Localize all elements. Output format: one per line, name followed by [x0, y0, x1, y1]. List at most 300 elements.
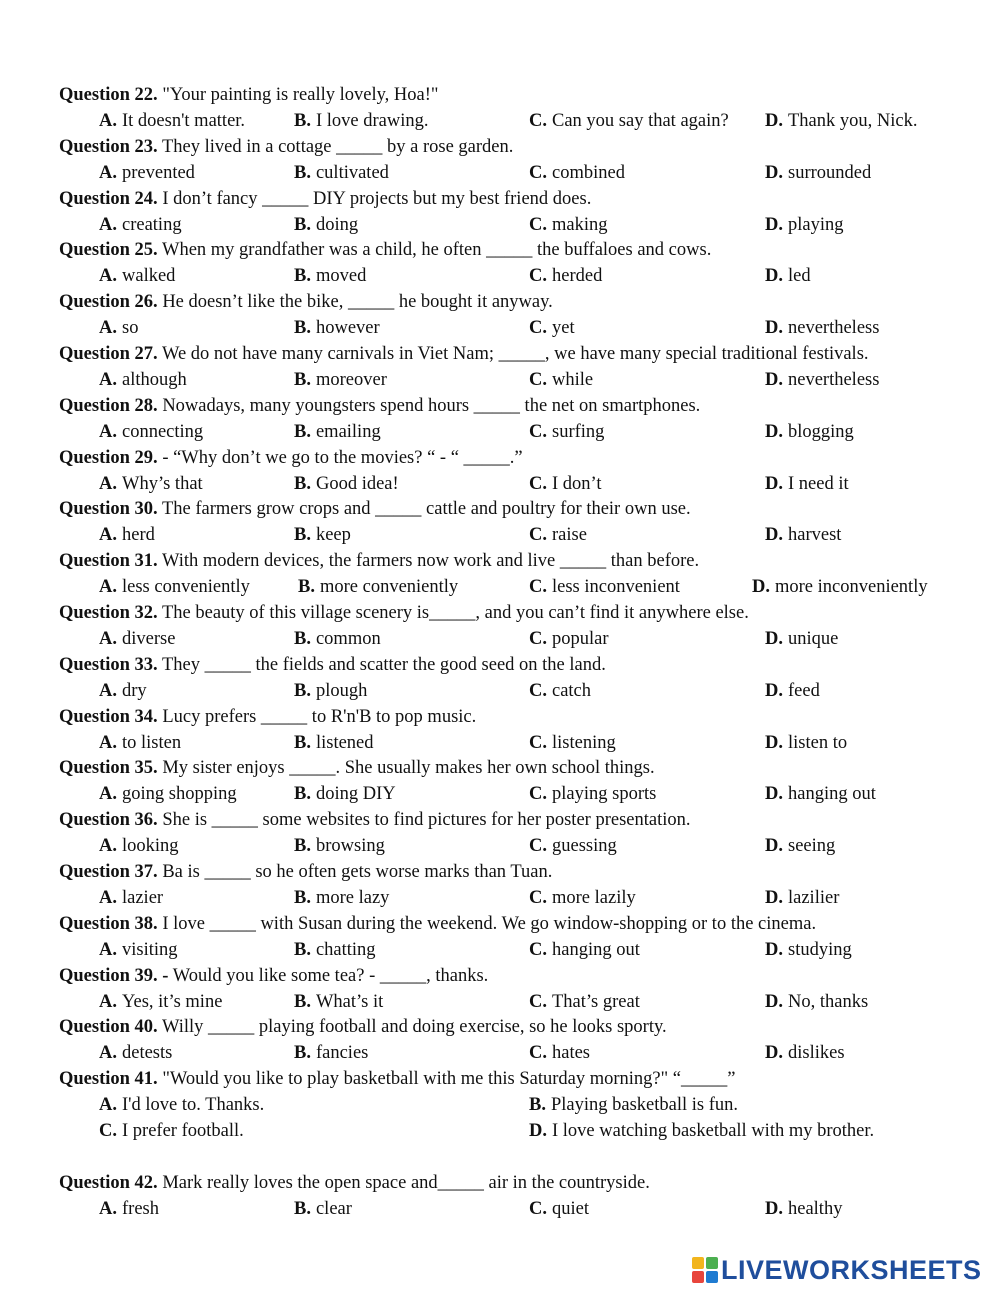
option-text: fresh [122, 1198, 159, 1219]
question-31 [0, 550, 1000, 602]
option-letter: C. [529, 629, 547, 649]
option-text: more inconveniently [775, 577, 928, 598]
option-b [294, 1042, 368, 1064]
logo-mark-cell [706, 1271, 718, 1283]
option-letter: A. [99, 318, 117, 339]
option-letter: B. [294, 1043, 311, 1064]
option-letter: D. [765, 1198, 783, 1219]
question-stem [59, 965, 488, 987]
option-text: raise [552, 525, 587, 546]
question-label: Question 38. [59, 913, 158, 934]
option-b [294, 265, 366, 287]
option-text: herded [552, 266, 603, 287]
option-letter: D. [765, 214, 783, 235]
option-text: walked [122, 266, 176, 287]
question-stem [59, 188, 591, 210]
question-30 [0, 498, 1000, 550]
option-b [294, 317, 380, 339]
liveworksheets-logo [692, 1254, 982, 1286]
option-a [99, 265, 175, 287]
option-text: so [122, 318, 139, 339]
question-text: Mark really loves the open space and_____ air in the countryside. [162, 1172, 650, 1193]
question-41 [0, 1068, 1000, 1146]
question-label: Question 24. [59, 188, 158, 209]
option-letter: B. [294, 214, 311, 235]
question-38 [0, 913, 1000, 965]
question-stem [59, 447, 523, 469]
option-text: listen to [788, 732, 848, 753]
question-label: Question 25. [59, 240, 158, 261]
option-text: quiet [552, 1198, 589, 1219]
question-label: Question 26. [59, 292, 158, 313]
option-letter: B. [294, 836, 311, 857]
option-text: detests [122, 1043, 173, 1064]
option-d [765, 162, 871, 184]
option-letter: C. [529, 1043, 547, 1064]
option-letter: A. [99, 421, 117, 442]
question-34 [0, 706, 1000, 758]
question-text: Would you like some tea? - _____, thanks. [172, 965, 489, 986]
option-c [529, 110, 729, 132]
option-text: playing [788, 214, 844, 235]
option-c [529, 1198, 589, 1220]
option-a [99, 1198, 159, 1220]
question-text: Ba is _____ so he often gets worse marks than Tuan. [162, 862, 553, 882]
option-text: moreover [315, 370, 387, 390]
option-letter: A. [99, 473, 117, 494]
question-text: I don’t fancy _____ DIY projects but my best friend does. [162, 188, 592, 209]
option-letter: B. [294, 421, 311, 442]
option-text: I need it [788, 473, 849, 494]
option-letter: D. [752, 577, 770, 598]
option-letter: A. [99, 732, 117, 753]
option-letter: C. [529, 162, 547, 183]
option-text: creating [122, 214, 182, 235]
question-text: They _____ the fields and scatter the good seed on the land. [161, 654, 606, 675]
option-a [99, 162, 195, 184]
question-23 [0, 136, 1000, 188]
option-letter: D. [765, 680, 783, 701]
option-a [99, 939, 178, 961]
option-text: unique [788, 629, 839, 649]
option-c [529, 265, 602, 287]
option-b [294, 939, 376, 961]
option-text: plough [315, 680, 368, 701]
option-text: nevertheless [788, 370, 880, 390]
option-text: more lazily [552, 888, 636, 908]
option-b [294, 214, 358, 236]
question-label: Question 34. [59, 706, 158, 727]
option-letter: C. [529, 318, 547, 339]
option-letter: C. [529, 836, 547, 857]
question-text: "Your painting is really lovely, Hoa!" [162, 85, 439, 105]
logo-mark-cell [706, 1257, 718, 1269]
option-text: I love watching basketball with my brother. [552, 1121, 875, 1142]
question-24 [0, 188, 1000, 240]
option-letter: C. [529, 732, 547, 753]
option-text: healthy [788, 1198, 843, 1219]
option-letter: C. [529, 473, 547, 494]
option-text: playing sports [552, 784, 657, 805]
question-36 [0, 809, 1000, 861]
option-d [765, 421, 854, 443]
option-letter: B. [294, 111, 311, 131]
option-letter: B. [294, 680, 311, 701]
option-text: emailing [315, 421, 381, 442]
question-text: He doesn’t like the bike, _____ he bought it anyway. [162, 292, 553, 313]
option-b [294, 835, 385, 857]
option-letter: D. [765, 629, 783, 649]
question-37 [0, 861, 1000, 913]
option-text: herd [122, 525, 155, 546]
option-letter: D. [765, 836, 783, 857]
option-c [529, 576, 680, 598]
question-text: Lucy prefers _____ to R'n'B to pop music. [162, 706, 477, 727]
option-text: common [315, 629, 381, 649]
option-c [529, 732, 616, 754]
option-c [529, 991, 640, 1013]
option-letter: B. [294, 162, 311, 183]
option-text: diverse [122, 629, 176, 649]
question-text: We do not have many carnivals in Viet Nam; _____, we have many special traditional festivals. [161, 344, 869, 364]
option-a [99, 1094, 264, 1116]
option-d [529, 1120, 874, 1142]
option-letter: A. [99, 939, 117, 960]
option-letter: C. [529, 370, 547, 390]
option-letter: D. [765, 939, 783, 960]
option-b [294, 110, 428, 132]
question-text: With modern devices, the farmers now work and live _____ than before. [161, 551, 700, 572]
question-text: When my grandfather was a child, he often _____ the buffaloes and cows. [161, 240, 712, 261]
option-letter: C. [529, 939, 547, 960]
option-letter: B. [294, 370, 311, 390]
option-letter: A. [99, 577, 117, 598]
question-27 [0, 343, 1000, 395]
question-text: Willy _____ playing football and doing exercise, so he looks sporty. [161, 1017, 667, 1038]
option-text: to listen [122, 732, 182, 753]
option-letter: A. [99, 1198, 117, 1219]
option-c [529, 317, 575, 339]
option-d [765, 991, 868, 1013]
option-letter: C. [529, 577, 547, 598]
option-a [99, 628, 175, 650]
option-text: doing DIY [315, 784, 396, 805]
question-stem [59, 809, 690, 831]
question-stem [59, 913, 816, 935]
question-label: Question 37. [59, 862, 158, 882]
option-letter: A. [99, 629, 117, 649]
option-text: No, thanks [788, 991, 869, 1012]
question-text: The beauty of this village scenery is_____, and you can’t find it anywhere else. [161, 603, 749, 623]
option-b [298, 576, 458, 598]
option-c [529, 835, 617, 857]
option-text: listening [552, 732, 616, 753]
question-stem [59, 84, 438, 106]
question-35 [0, 757, 1000, 809]
option-c [529, 628, 609, 650]
question-stem [59, 550, 699, 572]
option-letter: D. [529, 1121, 547, 1142]
question-label: Question 32. [59, 603, 158, 623]
option-text: cultivated [315, 162, 389, 183]
option-text: seeing [788, 836, 836, 857]
question-26 [0, 291, 1000, 343]
option-d [765, 473, 849, 495]
option-letter: D. [765, 266, 783, 287]
option-letter: D. [765, 370, 783, 390]
option-c [529, 524, 587, 546]
option-b [294, 524, 351, 546]
option-text: feed [788, 680, 820, 701]
logo-text: LIVEWORKSHEETS [721, 1254, 982, 1285]
question-stem [59, 498, 691, 520]
question-25 [0, 239, 1000, 291]
option-letter: D. [765, 888, 783, 908]
option-letter: B. [294, 629, 311, 649]
option-d [752, 576, 928, 598]
option-a [99, 317, 138, 339]
option-letter: C. [529, 214, 547, 235]
option-letter: D. [765, 784, 783, 805]
option-text: moved [315, 266, 367, 287]
option-letter: A. [99, 111, 117, 131]
question-label: Question 23. [59, 136, 158, 157]
option-d [765, 265, 811, 287]
question-stem [59, 654, 606, 676]
option-text: I love drawing. [315, 111, 429, 131]
question-label: Question 35. [59, 758, 158, 779]
option-text: guessing [552, 836, 617, 857]
option-text: making [552, 214, 608, 235]
option-text: prevented [122, 162, 195, 183]
option-a [99, 732, 181, 754]
option-letter: A. [99, 836, 117, 857]
logo-mark-cell [692, 1257, 704, 1269]
option-d [765, 369, 879, 391]
question-stem [59, 291, 553, 313]
question-text: My sister enjoys _____. She usually makes her own school things. [162, 758, 655, 779]
option-text: connecting [122, 421, 204, 442]
option-b [294, 162, 389, 184]
option-d [765, 628, 838, 650]
option-d [765, 783, 876, 805]
option-letter: D. [765, 473, 783, 494]
option-letter: B. [294, 266, 311, 287]
question-22 [0, 84, 1000, 136]
option-d [765, 732, 847, 754]
question-stem [59, 861, 552, 883]
question-stem [59, 757, 655, 779]
option-b [294, 369, 387, 391]
option-text: harvest [788, 525, 842, 546]
option-a [99, 110, 245, 132]
question-33 [0, 654, 1000, 706]
option-c [529, 939, 640, 961]
option-letter: C. [529, 421, 547, 442]
option-a [99, 835, 179, 857]
question-stem [59, 706, 476, 728]
option-letter: B. [294, 732, 311, 753]
option-text: browsing [315, 836, 385, 857]
option-c [529, 214, 608, 236]
option-d [765, 680, 820, 702]
option-text: lazier [122, 888, 164, 908]
question-text: She is _____ some websites to find pictures for her poster presentation. [162, 810, 691, 831]
question-text: "Would you like to play basketball with me this Saturday morning?" “_____” [162, 1069, 736, 1090]
option-text: Good idea! [315, 473, 399, 494]
option-letter: A. [99, 1095, 117, 1116]
option-text: visiting [122, 939, 178, 960]
option-text: led [788, 266, 811, 287]
option-text: hanging out [552, 939, 640, 960]
option-text: I don’t [552, 473, 602, 494]
option-c [529, 887, 636, 909]
question-40 [0, 1016, 1000, 1068]
liveworksheets-mark-icon [692, 1257, 718, 1283]
option-a [99, 369, 187, 391]
option-text: doing [315, 214, 359, 235]
option-a [99, 576, 250, 598]
option-c [529, 421, 604, 443]
option-letter: D. [765, 991, 783, 1012]
option-letter: D. [765, 111, 783, 131]
option-d [765, 110, 917, 132]
question-label: Question 30. [59, 499, 158, 520]
option-a [99, 524, 155, 546]
option-c [529, 369, 593, 391]
option-letter: C. [529, 991, 547, 1012]
option-b [294, 628, 381, 650]
question-label: Question 40. [59, 1017, 158, 1038]
option-text: surrounded [788, 162, 872, 183]
option-letter: B. [298, 577, 315, 598]
option-text: It doesn't matter. [122, 111, 246, 131]
option-b [294, 1198, 352, 1220]
option-letter: D. [765, 162, 783, 183]
question-text: They lived in a cottage _____ by a rose garden. [161, 136, 514, 157]
question-text: - “Why don’t we go to the movies? “ - “ _____.” [162, 447, 523, 468]
option-letter: C. [529, 111, 547, 131]
option-a [99, 421, 203, 443]
option-d [765, 939, 852, 961]
option-a [99, 214, 182, 236]
question-stem [59, 1172, 650, 1194]
question-28 [0, 395, 1000, 447]
option-c [99, 1120, 244, 1142]
option-letter: C. [529, 888, 547, 908]
option-d [765, 835, 835, 857]
question-label: Question 42. [59, 1172, 158, 1193]
question-label: Question 41. [59, 1069, 158, 1090]
option-text: surfing [552, 421, 605, 442]
option-b [529, 1094, 738, 1116]
option-d [765, 317, 879, 339]
question-stem [59, 343, 869, 365]
option-letter: B. [294, 473, 311, 494]
option-text: fancies [315, 1043, 369, 1064]
option-c [529, 162, 625, 184]
question-stem [59, 239, 711, 261]
option-letter: D. [765, 1043, 783, 1064]
option-a [99, 991, 222, 1013]
option-b [294, 783, 396, 805]
option-text: studying [788, 939, 852, 960]
question-stem [59, 395, 700, 417]
option-letter: B. [294, 991, 311, 1012]
option-b [294, 473, 399, 495]
option-b [294, 680, 367, 702]
option-letter: C. [529, 266, 547, 287]
option-text: while [552, 370, 594, 390]
question-label: Question 36. [59, 810, 158, 831]
question-text: Nowadays, many youngsters spend hours _____ the net on smartphones. [162, 395, 701, 416]
option-c [529, 473, 602, 495]
option-text: dry [122, 680, 147, 701]
option-letter: C. [529, 784, 547, 805]
option-letter: A. [99, 991, 117, 1012]
option-text: hates [552, 1043, 591, 1064]
question-stem [59, 136, 513, 158]
option-d [765, 214, 844, 236]
option-d [765, 524, 841, 546]
option-letter: B. [294, 888, 311, 908]
option-b [294, 421, 381, 443]
option-letter: C. [99, 1121, 117, 1142]
option-text: I'd love to. Thanks. [122, 1095, 265, 1116]
question-label: Question 22. [59, 85, 158, 105]
question-29 [0, 447, 1000, 499]
option-letter: D. [765, 732, 783, 753]
option-letter: D. [765, 318, 783, 339]
option-text: That’s great [552, 991, 640, 1012]
question-label: Question 39. - [59, 965, 169, 986]
option-c [529, 783, 656, 805]
option-text: however [315, 318, 380, 339]
question-label: Question 29. [59, 447, 158, 468]
option-b [294, 732, 374, 754]
option-letter: A. [99, 266, 117, 287]
option-text: Playing basketball is fun. [550, 1095, 739, 1116]
option-text: looking [122, 836, 179, 857]
option-d [765, 1198, 842, 1220]
option-text: clear [315, 1198, 352, 1219]
option-a [99, 887, 163, 909]
option-text: catch [552, 680, 592, 701]
option-c [529, 680, 591, 702]
option-text: I prefer football. [122, 1121, 244, 1142]
option-text: combined [552, 162, 625, 183]
option-text: keep [315, 525, 351, 546]
logo-mark-cell [692, 1271, 704, 1283]
option-letter: A. [99, 888, 117, 908]
option-text: going shopping [122, 784, 237, 805]
option-b [294, 991, 383, 1013]
option-text: although [122, 370, 187, 390]
option-text: yet [552, 318, 575, 339]
option-a [99, 680, 147, 702]
option-letter: A. [99, 370, 117, 390]
option-letter: A. [99, 784, 117, 805]
option-text: hanging out [788, 784, 876, 805]
question-label: Question 27. [59, 344, 158, 364]
option-d [765, 1042, 845, 1064]
option-letter: A. [99, 162, 117, 183]
question-text: I love _____ with Susan during the weekend. We go window-shopping or to the cinema. [162, 913, 817, 934]
option-c [529, 1042, 590, 1064]
option-text: What’s it [315, 991, 384, 1012]
option-letter: A. [99, 1043, 117, 1064]
option-letter: B. [294, 1198, 311, 1219]
